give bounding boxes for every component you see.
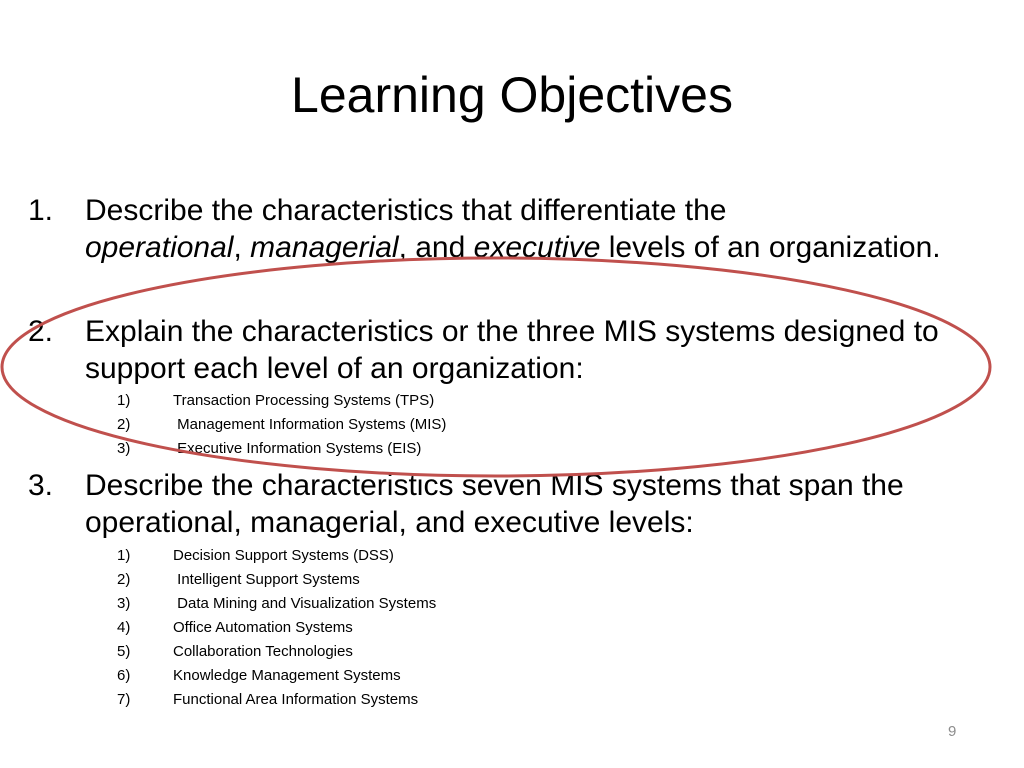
objective-number: 3. xyxy=(28,469,54,502)
list-item xyxy=(117,595,436,613)
objective-1 xyxy=(28,192,988,266)
objective-2 xyxy=(28,313,988,387)
objective-text: Explain the characteristics or the three MIS systems designed to support each level of an organization: xyxy=(85,315,939,385)
objective-text-suffix: levels of an organization. xyxy=(608,231,941,264)
separator: , and xyxy=(398,231,466,264)
list-item-number: 6) xyxy=(117,667,131,684)
list-item-label: Data Mining and Visualization Systems xyxy=(173,595,437,612)
objective-text-prefix: Describe the characteristics that differentiate the xyxy=(85,194,727,227)
list-item-label: Knowledge Management Systems xyxy=(173,667,401,684)
list-item-label: Functional Area Information Systems xyxy=(173,691,419,708)
objective-text: Describe the characteristics seven MIS systems that span the operational, managerial, and executive levels: xyxy=(85,469,904,539)
list-item xyxy=(117,547,394,565)
list-item-label: Management Information Systems (MIS) xyxy=(173,416,447,433)
list-item-number: 2) xyxy=(117,416,131,433)
list-item-number: 1) xyxy=(117,547,131,564)
objective-text xyxy=(85,192,988,266)
list-item-number: 3) xyxy=(117,440,131,457)
list-item xyxy=(117,571,360,589)
separator: , xyxy=(233,231,242,264)
objective-3 xyxy=(28,467,988,541)
term-managerial: managerial xyxy=(250,231,399,264)
list-item-number: 5) xyxy=(117,643,131,660)
page-number: 9 xyxy=(948,723,957,740)
list-item-label: Office Automation Systems xyxy=(173,619,353,636)
term-executive: executive xyxy=(473,231,601,264)
list-item xyxy=(117,392,434,410)
list-item-number: 4) xyxy=(117,619,131,636)
list-item xyxy=(117,416,446,434)
term-operational: operational xyxy=(85,231,234,264)
objective-number: 1. xyxy=(28,194,54,227)
list-item-label: Intelligent Support Systems xyxy=(173,571,360,588)
list-item-label: Executive Information Systems (EIS) xyxy=(173,440,422,457)
list-item-number: 1) xyxy=(117,392,131,409)
list-item-number: 3) xyxy=(117,595,131,612)
list-item-label: Collaboration Technologies xyxy=(173,643,353,660)
list-item xyxy=(117,691,418,709)
list-item xyxy=(117,667,401,685)
list-item xyxy=(117,643,353,661)
list-item xyxy=(117,440,421,458)
list-item-label: Transaction Processing Systems (TPS) xyxy=(173,392,435,409)
list-item-number: 2) xyxy=(117,571,131,588)
list-item-number: 7) xyxy=(117,691,131,708)
objective-number: 2. xyxy=(28,315,54,348)
slide-title: Learning Objectives xyxy=(291,67,733,123)
list-item-label: Decision Support Systems (DSS) xyxy=(173,547,394,564)
list-item xyxy=(117,619,353,637)
